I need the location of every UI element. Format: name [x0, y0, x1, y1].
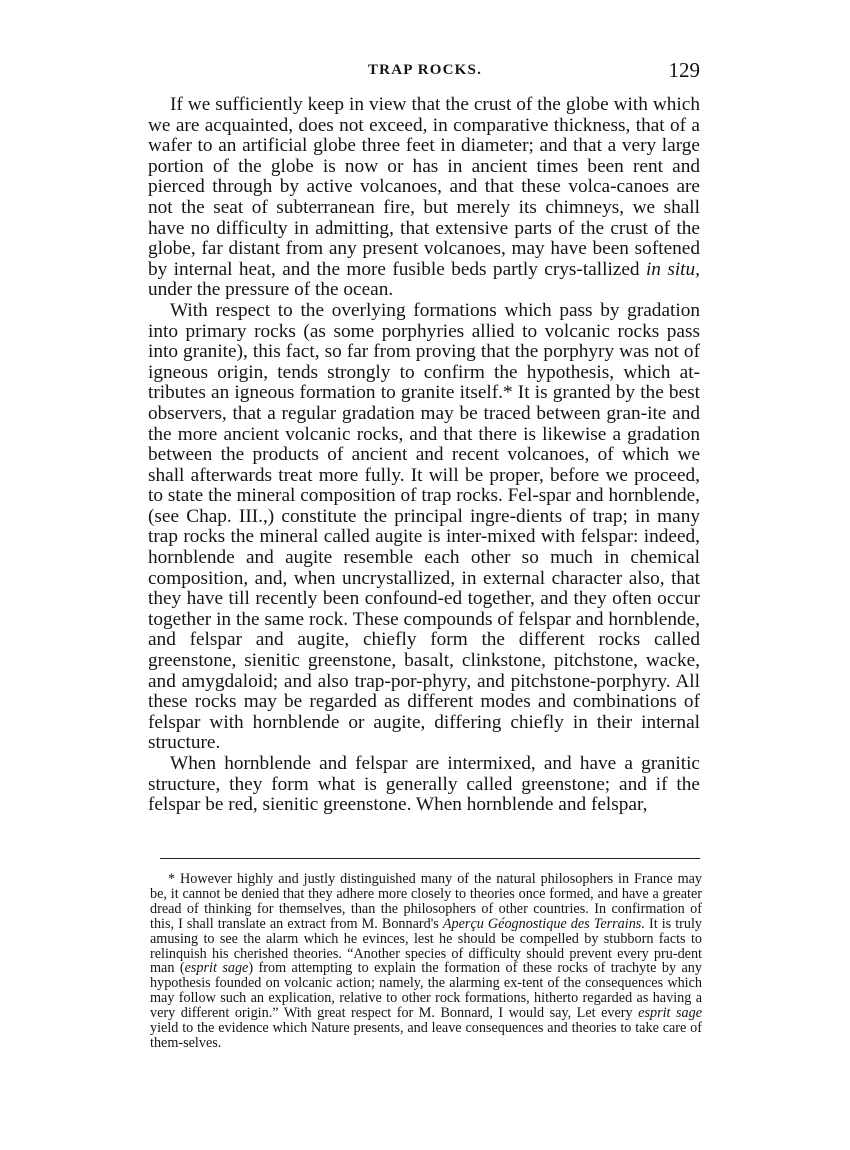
footnote-text: ) from attempting to explain the formation of these rocks of trachyte by any hypothesis founded on volcanic action; namely, the alarming ex-tent of the consequences which may follow such an explication, relative to other rock formations, hitherto regarded as having a very different origin.” With great respect for M. Bonnard, I would say, Let every	[150, 960, 702, 1022]
paragraph-text: If we sufficiently keep in view that the crust of the globe with which we are acquainted, does not exceed, in comparative thickness, that of a wafer to an artificial globe three feet in diameter; and that a very large portion of the globe is now or has in ancient times been rent and pierced through by active volcanoes, and that these volca-canoes are not the seat of subterranean fire, but merely its chimneys, we shall have no difficulty in admitting, that extensive parts of the crust of the globe, far distant from any present volcanoes, may have been softened by internal heat, and the more fusible beds partly crys-tallized	[148, 94, 700, 280]
italic-phrase: esprit sage	[184, 960, 249, 977]
paragraph	[148, 95, 700, 301]
paragraph: When hornblende and felspar are intermixed, and have a granitic structure, they form what is generally called greenstone; and if the felspar be red, sienitic greenstone. When hornblende and felspar,	[148, 753, 700, 816]
italic-phrase: esprit sage	[638, 1005, 702, 1022]
footnote-divider	[160, 858, 700, 859]
page-header	[150, 58, 700, 88]
italic-phrase: in situ,	[645, 258, 701, 280]
italic-title: Aperçu Géognostique des Terrains.	[442, 915, 645, 932]
footnote-text: It is truly amusing to see the alarm which he evinces, lest he should be compelled by stubborn facts to relinquish his cherished theories. “Another species of difficulty should prevent every pru-dent man (	[150, 915, 703, 977]
main-text	[148, 95, 700, 816]
footnote-paragraph	[150, 872, 702, 1051]
footnote-text: * However highly and justly distinguished many of the natural philosophers in France may be, it cannot be denied that they adhere more closely to theories once formed, and have a greater dread of thinking for themselves, than the philosophers of other countries. In confirmation of this, I shall translate an extract from M. Bonnard's	[150, 871, 702, 932]
paragraph: With respect to the overlying formations which pass by gradation into primary rocks (as some porphyries allied to volcanic rocks pass into granite), this fact, so far from proving that the porphyry was not of igneous origin, tends strongly to confirm the hypothesis, which at-tributes an igneous formation to granite itself.* It is granted by the best observers, that a regular gradation may be traced between gran-ite and the more ancient volcanic rocks, and that there is likewise a gradation between the products of ancient and recent volcanoes, of which we shall afterwards treat more fully. It will be proper, before we proceed, to state the mineral composition of trap rocks. Fel-spar and hornblende, (see Chap. III.,) constitute the principal ingre-dients of trap; in many trap rocks the mineral called augite is inter-mixed with felspar: indeed, hornblende and augite resemble each other so much in chemical composition, and, when uncrystallized, in external character also, that they have till recently been confound-ed together, and they often occur together in the same rock. These compounds of felspar and hornblende, and felspar and augite, chiefly form the different rocks called greenstone, sienitic greenstone, basalt, clinkstone, pitchstone, wacke, and amygdaloid; and also trap-por-phyry, and pitchstone-porphyry. All these rocks may be regarded as different modes and combinations of felspar with hornblende or augite, differing chiefly in their internal structure.	[148, 299, 700, 754]
paragraph-text: under the pressure of the ocean.	[148, 279, 394, 301]
page-number: 129	[668, 58, 700, 82]
running-head: TRAP ROCKS.	[367, 62, 483, 78]
footnote	[150, 872, 702, 1051]
footnote-text: yield to the evidence which Nature presents, and leave consequences and theories to take care of them-selves.	[150, 1020, 702, 1051]
